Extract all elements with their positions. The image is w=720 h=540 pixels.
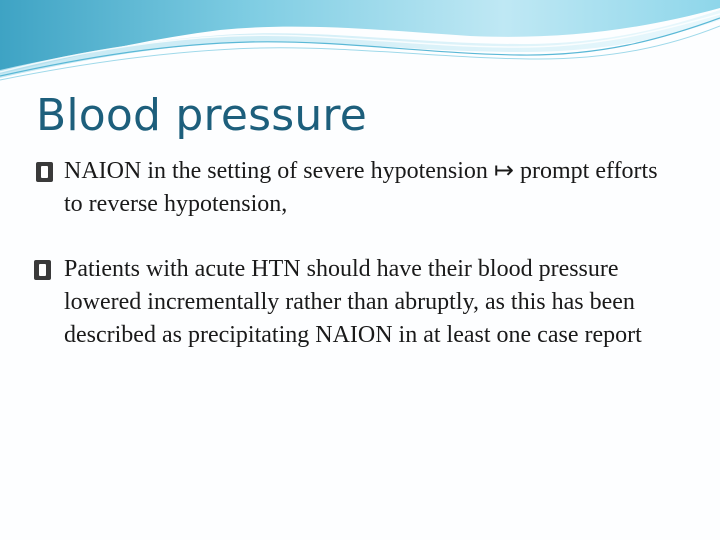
bullet-placeholder-icon [36,162,53,182]
bullet-text-1: NAION in the setting of severe hypotension ↦ prompt efforts to reverse hypotension, [64,158,658,217]
bullet-placeholder-icon [34,260,51,280]
header-wave-decoration [0,0,720,90]
slide-body [36,155,676,352]
slide-title: Blood pressure [36,90,368,141]
bullet-text-2: Patients with acute HTN should have their blood pressure lowered incrementally rather than abruptly, as this has been described as precipitating NAION in at least one case report [64,256,642,348]
bullet-item-1 [36,155,676,221]
bullet-item-2 [36,253,676,352]
